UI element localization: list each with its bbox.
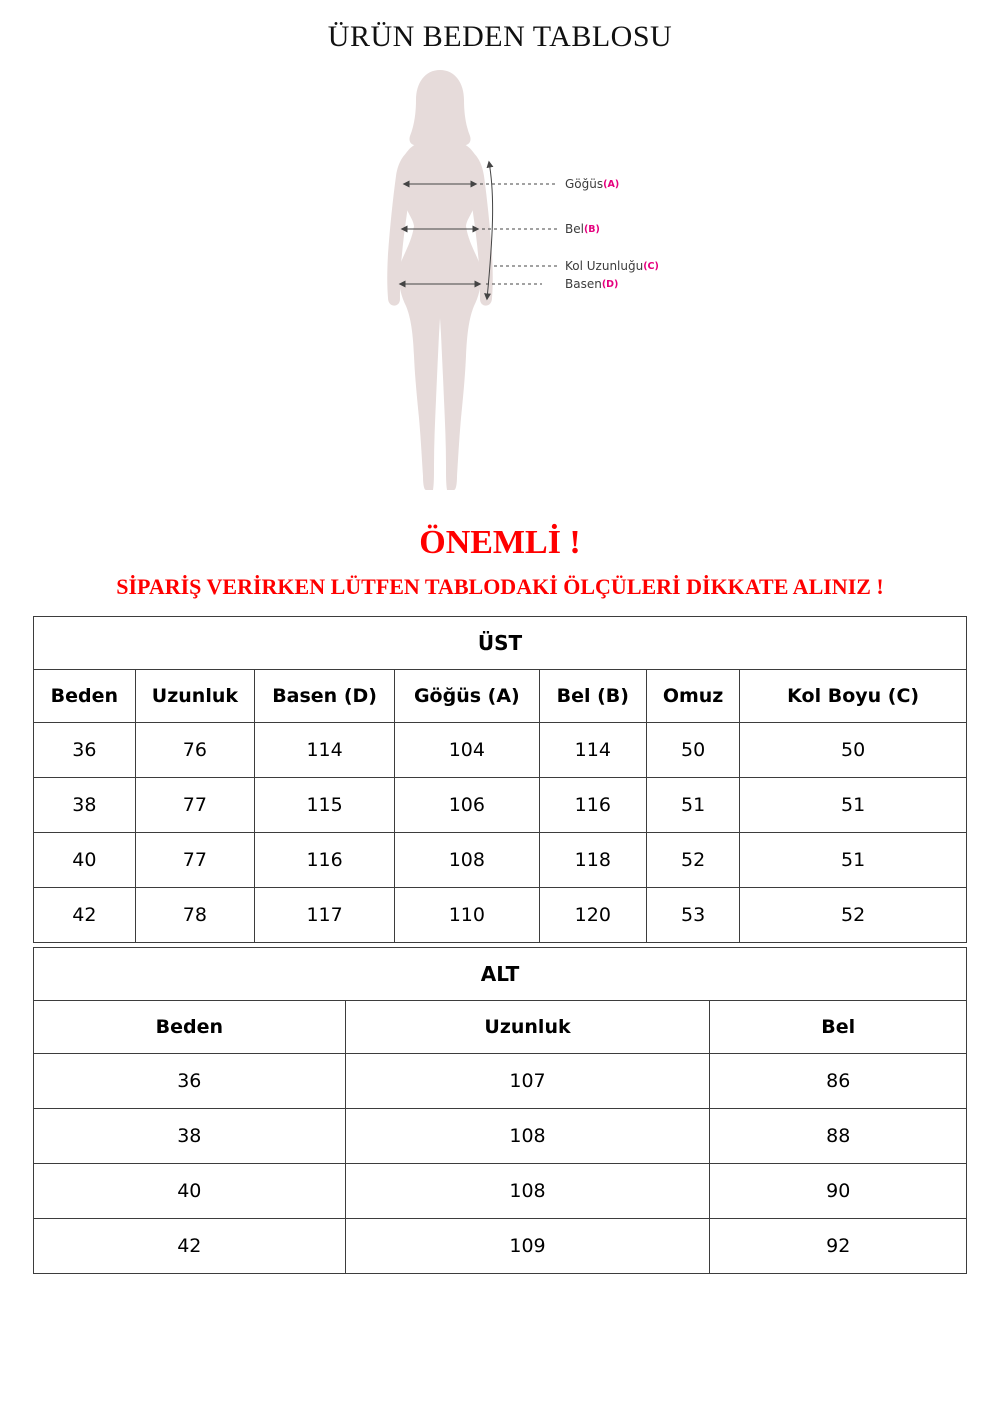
size-cell: 51 [740,833,967,888]
size-cell: 40 [34,833,136,888]
alt-header-row [34,1001,967,1054]
label-basen-letter: (D) [601,279,619,290]
table-row [34,1109,967,1164]
label-gogus [565,177,619,193]
size-cell: 53 [646,888,739,943]
alt-section-title: ALT [34,948,967,1001]
alt-size-table [33,947,967,1274]
label-bel-letter: (B) [583,224,600,235]
size-cell: 108 [345,1109,710,1164]
size-cell: 77 [135,833,254,888]
column-header: Basen (D) [255,670,395,723]
size-cell: 118 [539,833,646,888]
size-cell: 51 [646,778,739,833]
size-cell: 76 [135,723,254,778]
size-cell: 108 [395,833,540,888]
column-header: Beden [34,670,136,723]
page-title: ÜRÜN BEDEN TABLOSU [327,20,673,53]
column-header: Uzunluk [345,1001,710,1054]
label-kol-letter: (C) [643,261,659,272]
size-cell: 36 [34,1054,346,1109]
ust-header-row [34,670,967,723]
size-cell: 77 [135,778,254,833]
size-cell: 115 [255,778,395,833]
size-cell: 114 [255,723,395,778]
important-note: SİPARİŞ VERİRKEN LÜTFEN TABLODAKİ ÖLÇÜLERİ DİKKATE ALINIZ ! [116,574,884,599]
size-cell: 117 [255,888,395,943]
table-row [34,778,967,833]
label-basen [565,277,618,293]
size-cell: 107 [345,1054,710,1109]
size-cell: 86 [710,1054,967,1109]
table-row [34,1054,967,1109]
table-row [34,723,967,778]
size-cell: 38 [34,778,136,833]
size-cell: 42 [34,1219,346,1274]
ust-section-title: ÜST [34,617,967,670]
size-cell: 108 [345,1164,710,1219]
size-cell: 38 [34,1109,346,1164]
column-header: Kol Boyu (C) [740,670,967,723]
size-cell: 40 [34,1164,346,1219]
size-cell: 88 [710,1109,967,1164]
size-cell: 50 [740,723,967,778]
size-cell: 114 [539,723,646,778]
size-cell: 116 [539,778,646,833]
column-header: Uzunluk [135,670,254,723]
size-cell: 109 [345,1219,710,1274]
table-row [34,1219,967,1274]
column-header: Beden [34,1001,346,1054]
size-cell: 42 [34,888,136,943]
table-row [34,1164,967,1219]
label-basen-text: Basen [565,277,602,291]
label-bel [565,222,600,238]
size-cell: 110 [395,888,540,943]
label-gogus-letter: (A) [603,179,620,190]
label-kol-text: Kol Uzunluğu [565,259,644,273]
label-kol-uzunlugu [565,259,659,275]
size-cell: 116 [255,833,395,888]
label-bel-text: Bel [565,222,584,236]
size-cell: 52 [740,888,967,943]
ust-size-table [33,616,967,943]
size-cell: 92 [710,1219,967,1274]
size-cell: 52 [646,833,739,888]
sleeve-arrow-line [487,162,493,299]
important-heading: ÖNEMLİ ! [419,524,581,561]
column-header: Bel (B) [539,670,646,723]
size-cell: 90 [710,1164,967,1219]
table-row [34,833,967,888]
size-cell: 51 [740,778,967,833]
size-cell: 104 [395,723,540,778]
size-tables [33,616,967,1274]
measurement-diagram [0,66,1000,514]
label-gogus-text: Göğüs [565,177,604,191]
measurement-lines [0,66,1000,514]
column-header: Göğüs (A) [395,670,540,723]
size-cell: 106 [395,778,540,833]
size-cell: 120 [539,888,646,943]
size-cell: 50 [646,723,739,778]
size-cell: 78 [135,888,254,943]
column-header: Bel [710,1001,967,1054]
column-header: Omuz [646,670,739,723]
size-cell: 36 [34,723,136,778]
table-row [34,888,967,943]
